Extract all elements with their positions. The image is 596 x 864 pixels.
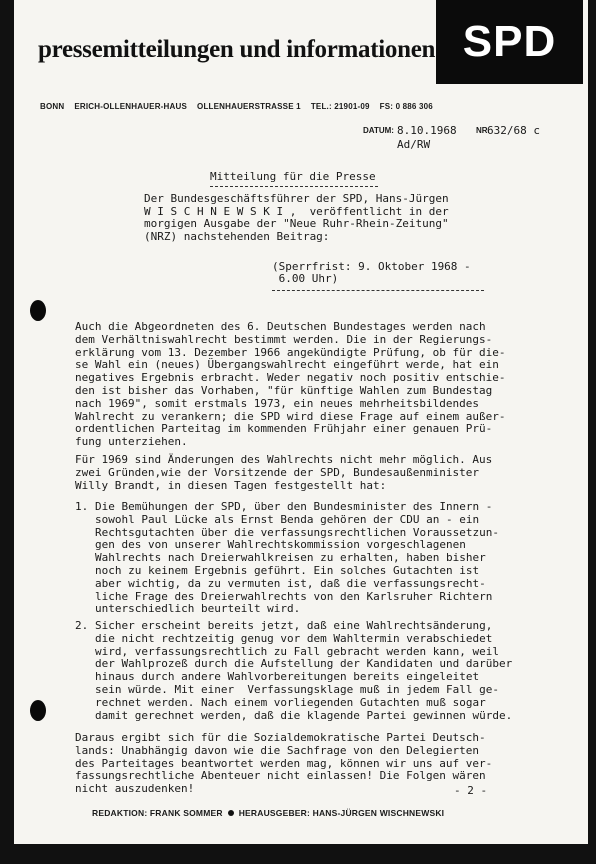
embargo-underline (272, 290, 484, 291)
embargo-note: (Sperrfrist: 9. Oktober 1968 - 6.00 Uhr) (272, 260, 471, 285)
header-building: ERICH-OLLENHAUER-HAUS (74, 102, 188, 111)
scan-border-bottom (0, 844, 596, 864)
list-item-text: Die Bemühungen der SPD, über den Bundesminister des Innern - sowohl Paul Lücke als Ernst Benda gehören der CDU an - ein Rechtsgutachten über die verfassungsrechtlichen Voraussetzun- gen des von unserer Wahlrechtskommission vorgeschlagenen Wahlrechts nach Dreierwahlkreisen zu erhalten, haben bisher noch zu keinem Ergebnis geführt. Ein solches Gutachten ist aber wichtig, da zu vermuten ist, daß die verfassungsrecht- liche Frage des Dreierwahlrechts von den Karlsruher Richtern unterschiedlich beurteilt wird. (95, 500, 499, 616)
list-item-text: Sicher erscheint bereits jetzt, daß eine Wahlrechtsänderung, die nicht rechtzeitig genug vor dem Wahltermin verabschiedet wird, verfassungsrechtlich zu Fall gebracht werden kann, weil der Wahlprozeß durch die Aufstellung der Kandidaten und darüber hinaus durch andere Wahlvorbereitungen bereits eingeleitet sein würde. Mit einer Verfassungsklage muß in jedem Fall ge- rechnet werden. Nach einem vorliegenden Gutachten muß sogar damit gerechnet werden, daß die klagende Partei gewinnen würde. (95, 619, 513, 722)
list-item-number: 1. (75, 500, 89, 513)
datum-value: 8.10.1968 (397, 124, 457, 137)
punch-hole (30, 300, 46, 321)
header-tel: TEL.: 21901-09 (310, 102, 370, 111)
footer-herausgeber: HERAUSGEBER: HANS-JÜRGEN WISCHNEWSKI (238, 808, 445, 818)
spd-logo: SPD (436, 0, 583, 84)
title-underline (210, 186, 378, 187)
nr-label: NR. (476, 126, 490, 135)
bullet-icon (228, 810, 234, 816)
body-paragraph-2: Für 1969 sind Änderungen des Wahlrechts nicht mehr möglich. Aus zwei Gründen,wie der Vorsitzende der SPD, Bundesaußenminister Willy Brandt, in diesen Tagen festgestellt hat: (75, 453, 493, 492)
header-city: BONN (40, 102, 65, 111)
masthead-title: pressemitteilungen und informationen (38, 36, 436, 63)
letterhead-address (40, 102, 585, 111)
list-item-number: 2. (75, 619, 89, 632)
footer-redaktion: REDAKTION: FRANK SOMMER (92, 808, 223, 818)
datum-label: DATUM: (363, 126, 394, 135)
reference-code: Ad/RW (397, 138, 431, 151)
page-number: - 2 - (454, 784, 488, 797)
intro-paragraph: Der Bundesgeschäftsführer der SPD, Hans-Jürgen W I S C H N E W S K I , veröffentlicht in der morgigen Ausgabe der "Neue Ruhr-Rhein-Zeitung" (NRZ) nachstehenden Beitrag: (144, 192, 449, 243)
header-street: OLLENHAUERSTRASSE 1 (197, 102, 301, 111)
scan-border-right (588, 0, 596, 864)
body-paragraph-3: Daraus ergibt sich für die Sozialdemokratische Partei Deutsch- lands: Unabhängig davon wie die Sachfrage von den Delegierten des Parteitages beantwortet werden mag, können wir uns auf ver- fassungsrechtliche Abenteuer nicht einlassen! Die Folgen wären nicht auszudenken! (75, 731, 493, 796)
punch-hole (30, 700, 46, 721)
document-title: Mitteilung für die Presse (210, 170, 376, 183)
scan-border-left (0, 0, 14, 864)
body-paragraph-1: Auch die Abgeordneten des 6. Deutschen Bundestages werden nach dem Verhältniswahlrecht bestimmt werden. Die in der Regierungs- erklärung vom 13. Dezember 1966 angekündigte Prüfung, ob für die- se Wahl ein (neues) Übergangswahlrecht eingeführt werde, hat ein negatives Ergebnis erbracht. Weder negativ noch positiv entschie- den ist bisher das Vorhaben, "für künftige Wahlen zum Bundestag nach 1969", somit erstmals 1973, ein neues mehrheitsbildendes Wahlrecht zu verankern; die SPD wird diese Frage auf einem außer- ordentlichen Parteitag im kommenden Frühjahr einer genauen Prü- fung unterziehen. (75, 320, 506, 449)
nr-value: 632/68 c (487, 124, 540, 137)
header-fs: FS: 0 886 306 (379, 102, 433, 111)
footer-credits (92, 808, 444, 818)
